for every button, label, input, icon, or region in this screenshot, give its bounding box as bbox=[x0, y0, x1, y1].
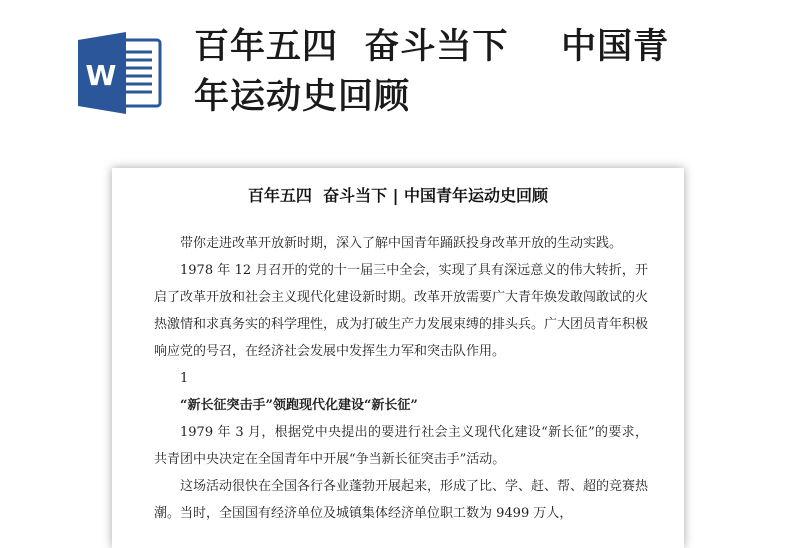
document-body bbox=[154, 230, 648, 527]
page-title-line-1: 百年五四 奋斗当下 中国青 bbox=[194, 27, 670, 67]
section-number: 1 bbox=[180, 371, 189, 386]
section-heading: “新长征突击手”领跑现代化建设“新长征” bbox=[180, 398, 418, 413]
paragraph: 这场活动很快在全国各行各业蓬勃开展起来，形成了比、学、赶、帮、超的竞赛热潮。当时，全国国有经济单位及城镇集体经济单位职工数为 9499 万人， bbox=[154, 479, 649, 521]
document-title: 百年五四 奋斗当下 | 中国青年运动史回顾 bbox=[247, 186, 549, 205]
document-page bbox=[112, 168, 684, 548]
word-document-icon bbox=[78, 30, 164, 116]
page-title-line-2: 年运动史回顾 bbox=[194, 77, 411, 117]
page-title bbox=[194, 22, 754, 122]
header bbox=[0, 0, 800, 150]
paragraph: 1979 年 3 月，根据党中央提出的要进行社会主义现代化建设“新长征”的要求，共青团中央决定在全国青年中开展“争当新长征突击手”活动。 bbox=[154, 425, 648, 467]
paragraph: 带你走进改革开放新时期，深入了解中国青年踊跃投身改革开放的生动实践。 bbox=[180, 236, 623, 251]
word-icon-letter: W bbox=[85, 59, 117, 92]
paragraph: 1978 年 12 月召开的党的十一届三中全会，实现了具有深远意义的伟大转折，开启了改革开放和社会主义现代化建设新时期。改革开放需要广大青年焕发敢闯敢试的火热激情和求真务实的科学理性，成为打破生产力发展束缚的排头兵。广大团员青年积极响应党的号召，在经济社会发展中发挥生力军和突击队作用。 bbox=[154, 263, 649, 359]
